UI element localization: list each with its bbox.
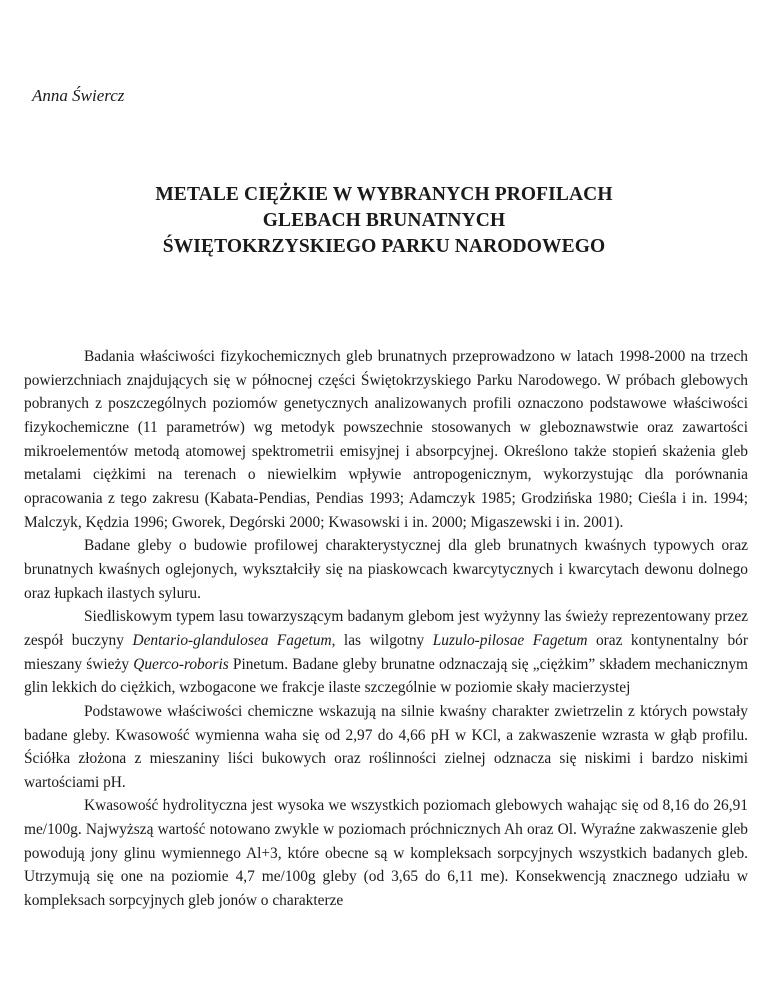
p3-text-2: , las wilgotny [331,631,433,649]
p3-text-3: oraz kontynentalny bór mieszany świeży [24,631,748,673]
paragraph-5: Kwasowość hydrolityczna jest wysoka we wszystkich poziomach glebowych wahając się od 8,16 do 26,91 me/100g. Najwyższą wartość notowano zwykle w poziomach próchnicznych Ah oraz Ol. Wyraźne zakwaszenie gleb powodują jony glinu wymiennego Al+3, które obecne są w kompleksach sorpcyjnych wszystkich badanych gleb. Utrzymują się one na poziomie 4,7 me/100g gleby (od 3,65 do 6,11 me). Konsekwencją znacznego udziału w kompleksach sorpcyjnych gleb jonów o charakterze [24,797,748,910]
article-body [24,345,748,913]
p3-species-querco: Querco-roboris [133,655,229,673]
title-line-2: GLEBACH BRUNATNYCH [262,210,506,231]
paragraph-3 [24,605,748,700]
p3-species-dentario: Dentario-glandulosea Fagetum [132,631,332,649]
p3-text-4: Pinetum. Badane gleby brunatne odznaczają się „ciężkim” składem mechanicznym glin lekkich do ciężkich, wzbogacone we frakcje ilaste szczególnie w poziomie skały macierzystej [24,655,748,697]
p3-species-luzulo: Luzulo-pilosae Fagetum [432,631,588,649]
paragraph-1: Badania właściwości fizykochemicznych gleb brunatnych przeprowadzono w latach 1998-2000 na trzech powierzchniach znajdujących się w północnej części Świętokrzyskiego Parku Narodowego. W próbach glebowych pobranych z poszczególnych poziomów genetycznych analizowanych profili oznaczono podstawowe właściwości fizykochemiczne (11 parametrów) wg metodyk powszechnie stosowanych w gleboznawstwie oraz zawartości mikroelementów metodą atomowej spektrometrii emisyjnej i absorpcyjnej. Określono także stopień skażenia gleb metalami ciężkimi na terenach o niewielkim wpływie antropogenicznym, wykorzystując dla porównania opracowania z tego zakresu (Kabata-Pendias, Pendias 1993; Adamczyk 1985; Grodzińska 1980; Cieśla i in. 1994; Malczyk, Kędzia 1996; Gworek, Degórski 2000; Kwasowski i in. 2000; Migaszewski i in. 2001). [24,348,748,531]
paragraph-2: Badane gleby o budowie profilowej charakterystycznej dla gleb brunatnych kwaśnych typowych oraz brunatnych kwaśnych oglejonych, wykształciły się na piaskowcach kwarcytycznych i kwarcytach dewonu dolnego oraz łupkach ilastych syluru. [24,537,748,602]
author-name: Anna Świercz [32,86,125,105]
article-title [40,182,728,260]
title-line-3: ŚWIĘTOKRZYSKIEGO PARKU NARODOWEGO [162,236,606,257]
p3-text-1: Siedliskowym typem lasu towarzyszącym badanym glebom jest wyżynny las świeży reprezentowany przez zespół buczyny [24,608,748,649]
paragraph-4: Podstawowe właściwości chemiczne wskazują na silnie kwaśny charakter zwietrzelin z których powstały badane gleby. Kwasowość wymienna waha się od 2,97 do 4,66 pH w KCl, a zakwaszenie wzrasta w głąb profilu. Ściółka złożona z mieszaniny liści bukowych oraz roślinności zielnej odznacza się niskimi i bardzo niskimi wartościami pH. [24,702,748,791]
title-line-1: METALE CIĘŻKIE W WYBRANYCH PROFILACH [155,184,613,205]
